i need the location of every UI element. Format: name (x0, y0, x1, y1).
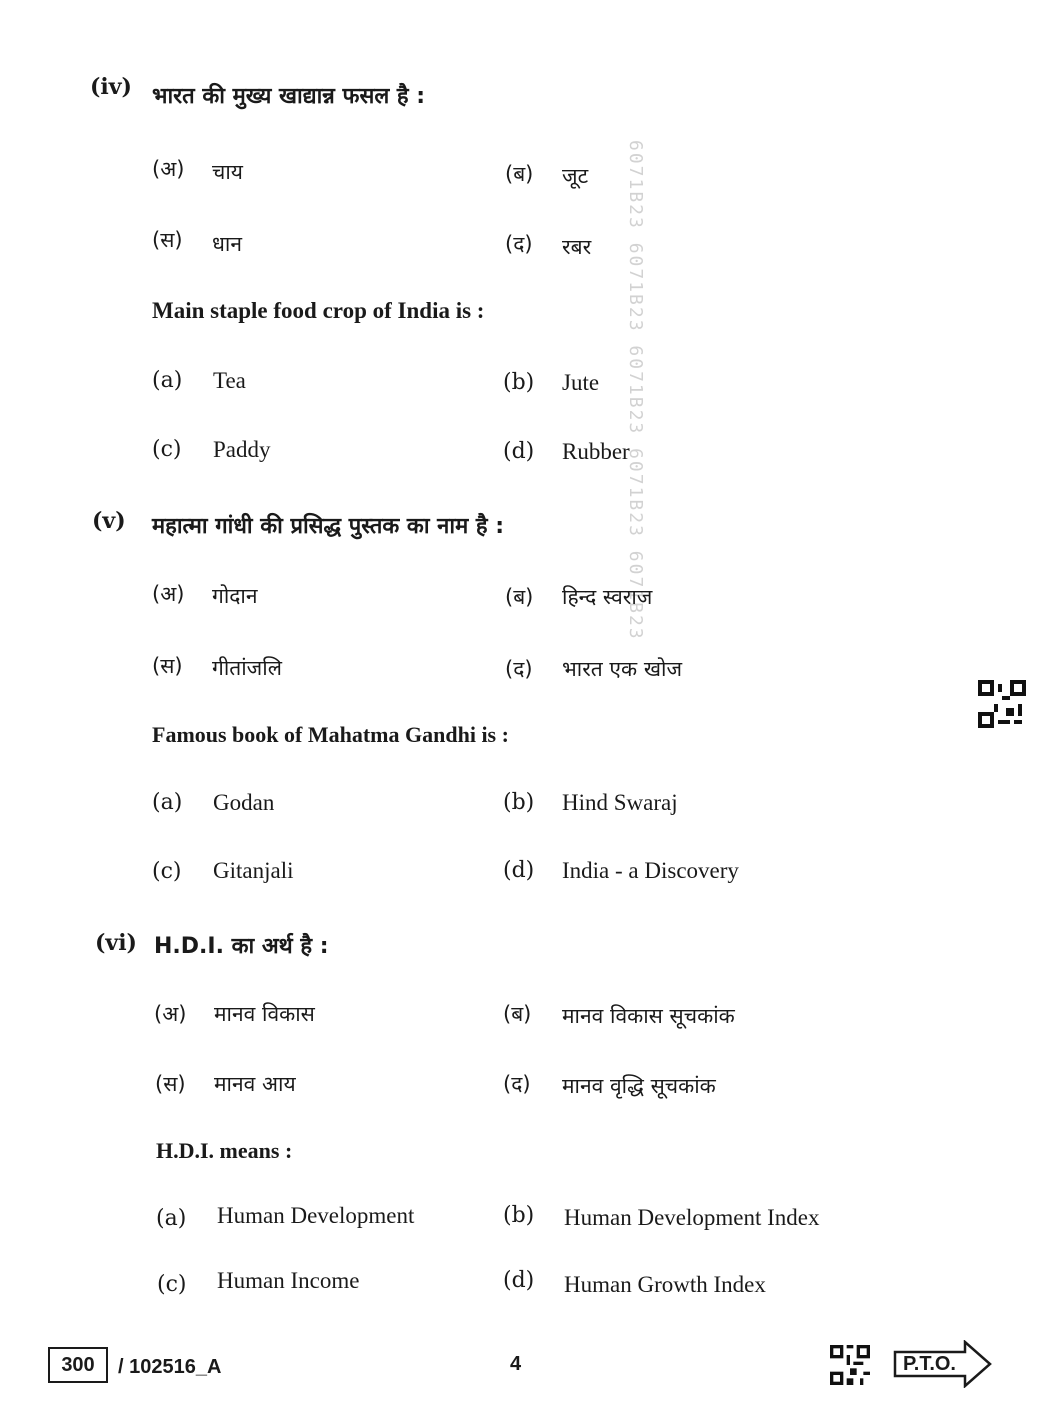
option-text: गोदान (212, 584, 258, 608)
option-label: (स) (152, 654, 183, 678)
pto-label: P.T.O. (903, 1353, 956, 1375)
option-text: मानव वृद्धि सूचकांक (562, 1074, 716, 1098)
option-text: Jute (562, 370, 600, 395)
question-hindi-stem: H.D.I. का अर्थ है : (154, 934, 329, 959)
option-label: (स) (155, 1072, 186, 1096)
option-text: धान (212, 232, 243, 256)
question-english-stem: H.D.I. means : (156, 1138, 293, 1163)
option-text: हिन्द स्वराज (562, 585, 653, 609)
option-text: भारत एक खोज (562, 657, 683, 681)
footer-box-code: 300 (48, 1347, 108, 1383)
qr-code-icon (978, 680, 1026, 728)
option-text: Rubber (562, 439, 630, 464)
option-label: (d) (503, 1268, 535, 1293)
question-number: (vi) (95, 930, 137, 956)
option-label: (अ) (152, 157, 185, 181)
option-label: (c) (157, 1272, 187, 1297)
option-label: (a) (152, 790, 183, 815)
option-label: (d) (503, 858, 535, 883)
option-text: Human Growth Index (564, 1272, 766, 1297)
option-label: (ब) (505, 162, 534, 186)
option-text: Hind Swaraj (562, 790, 678, 815)
option-text: Godan (213, 790, 275, 815)
option-label: (ब) (505, 585, 534, 609)
option-text: Human Development (217, 1203, 415, 1228)
question-english-stem: Famous book of Mahatma Gandhi is : (152, 722, 509, 747)
option-label: (b) (503, 790, 535, 815)
option-text: Paddy (213, 437, 271, 462)
question-number: (v) (92, 508, 126, 534)
option-text: India - a Discovery (562, 858, 739, 883)
option-label: (स) (152, 228, 183, 252)
option-label: (b) (503, 1203, 535, 1228)
option-label: (द) (503, 1072, 531, 1096)
question-number: (iv) (90, 74, 132, 100)
option-text: Tea (213, 368, 246, 393)
option-text: मानव विकास सूचकांक (562, 1004, 735, 1028)
watermark: 6071B23 6071B23 6071B23 6071B23 6071B23 (625, 140, 646, 641)
option-label: (ब) (503, 1002, 532, 1026)
option-label: (अ) (152, 582, 185, 606)
footer-qr-code-icon (830, 1345, 870, 1385)
option-label: (द) (505, 657, 533, 681)
option-label: (d) (503, 439, 535, 464)
option-label: (a) (152, 368, 183, 393)
option-text: गीतांजलि (212, 656, 282, 680)
option-text: Human Income (217, 1268, 360, 1293)
option-text: Human Development Index (564, 1205, 820, 1230)
option-text: मानव आय (214, 1072, 296, 1096)
question-english-stem: Main staple food crop of India is : (152, 298, 485, 323)
paper-code: / 102516_A (118, 1356, 222, 1378)
page-number: 4 (510, 1353, 522, 1375)
option-label: (अ) (154, 1002, 187, 1026)
option-text: जूट (562, 164, 589, 188)
option-label: (c) (152, 859, 182, 884)
option-text: Gitanjali (213, 858, 294, 883)
question-hindi-stem: भारत की मुख्य खाद्यान्न फसल है : (152, 84, 426, 109)
question-hindi-stem: महात्मा गांधी की प्रसिद्ध पुस्तक का नाम है : (152, 514, 505, 539)
option-label: (b) (503, 370, 535, 395)
option-text: मानव विकास (214, 1002, 315, 1026)
option-text: चाय (212, 160, 243, 184)
option-label: (द) (505, 232, 533, 256)
option-label: (a) (156, 1206, 187, 1231)
option-label: (c) (152, 437, 182, 462)
option-text: रबर (562, 235, 592, 259)
